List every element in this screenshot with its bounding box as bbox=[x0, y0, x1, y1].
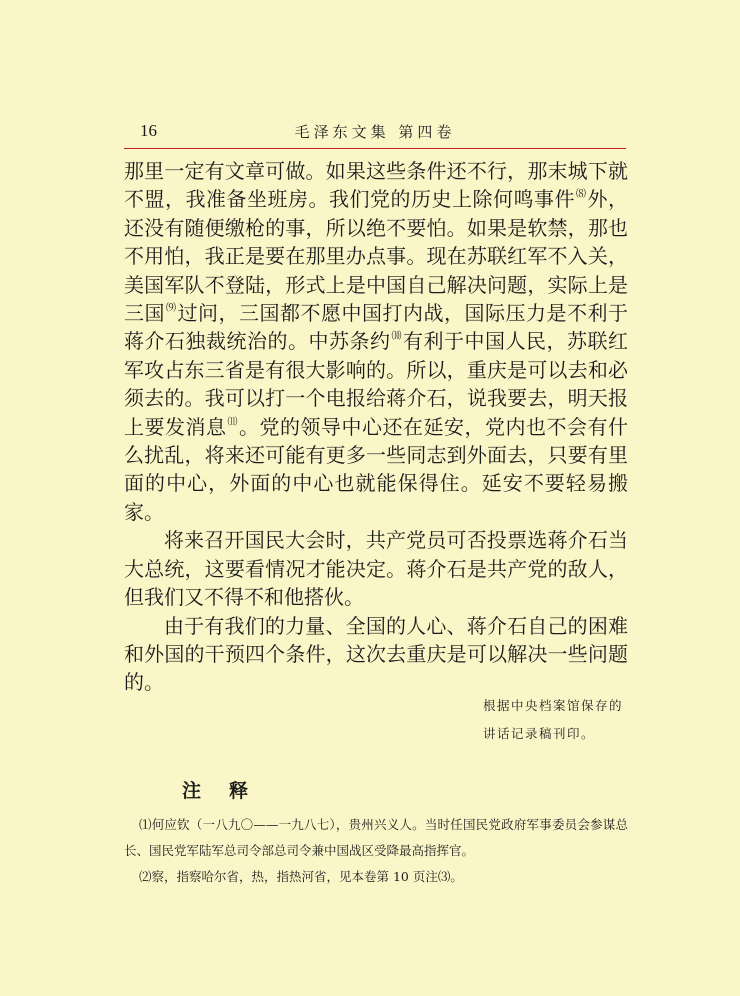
notes-heading: 注释 bbox=[182, 780, 277, 802]
source-note-line-2: 讲话记录稿刊印。 bbox=[483, 726, 596, 741]
page-number: 16 bbox=[140, 121, 157, 140]
footnote-1: ⑴何应钦（一八九〇——一九八七），贵州兴义人。当时任国民党政府军事委员会参谋总长、国民党军陆军总司令部总司令兼中国战区受降最高指挥官。 bbox=[124, 817, 628, 858]
body-text bbox=[124, 157, 628, 697]
paragraph-1-part-c: 过问，三国都不愿中国打内战，国际压力是不利于蒋介石独裁统治的。中苏条约 bbox=[124, 301, 628, 354]
running-title: 毛泽东文集 第四卷 bbox=[294, 123, 456, 141]
footnote-2: ⑵察，指察哈尔省，热，指热河省，见本卷第 10 页注⑶。 bbox=[139, 869, 463, 884]
paragraph-2: 将来召开国民大会时，共产党员可否投票选蒋介石当大总统，这要看情况才能决定。蒋介石是共产党的敌人，但我们又不得不和他搭伙。 bbox=[124, 528, 628, 610]
paragraph-1-part-e: 。党的领导中心还在延安，党内也不会有什么扰乱，将来还可能有更多一些同志到外面去，只要有里面的中心，外面的中心也就能保得住。延安不要轻易搬家。 bbox=[124, 414, 628, 524]
note-reference-10[interactable]: ⑽ bbox=[391, 331, 402, 343]
paragraph-3: 由于有我们的力量、全国的人心、蒋介石自己的困难和外国的干预四个条件，这次去重庆是可以解决一些问题的。 bbox=[124, 613, 628, 695]
paragraph-1 bbox=[124, 157, 628, 526]
source-note bbox=[483, 692, 643, 748]
note-reference-8[interactable]: ⑻ bbox=[576, 189, 587, 201]
paragraph-1-part-d: 有利于中国人民，苏联红军攻占东三省是有很大影响的。所以，重庆是可以去和必须去的。我可以打一个电报给蒋介石，说我要去，明天报上要发消息 bbox=[124, 329, 628, 439]
paragraph-1-part-b: 外，还没有随便缴枪的事，所以绝不要怕。如果是软禁，那也不用怕，我正是要在那里办点事。现在苏联红军不入关，美国军队不登陆，形式上是中国自己解决问题，实际上是三国 bbox=[124, 187, 628, 326]
note-reference-9[interactable]: ⑼ bbox=[166, 303, 177, 315]
footnotes bbox=[124, 812, 628, 890]
page-header bbox=[124, 118, 626, 149]
note-reference-11[interactable]: ⑾ bbox=[227, 416, 238, 428]
source-note-line-1: 根据中央档案馆保存的 bbox=[483, 698, 624, 713]
paragraph-1-part-a: 那里一定有文章可做。如果这些条件还不行，那末城下就不盟，我准备坐班房。我们党的历史上除何鸣事件 bbox=[124, 159, 628, 212]
